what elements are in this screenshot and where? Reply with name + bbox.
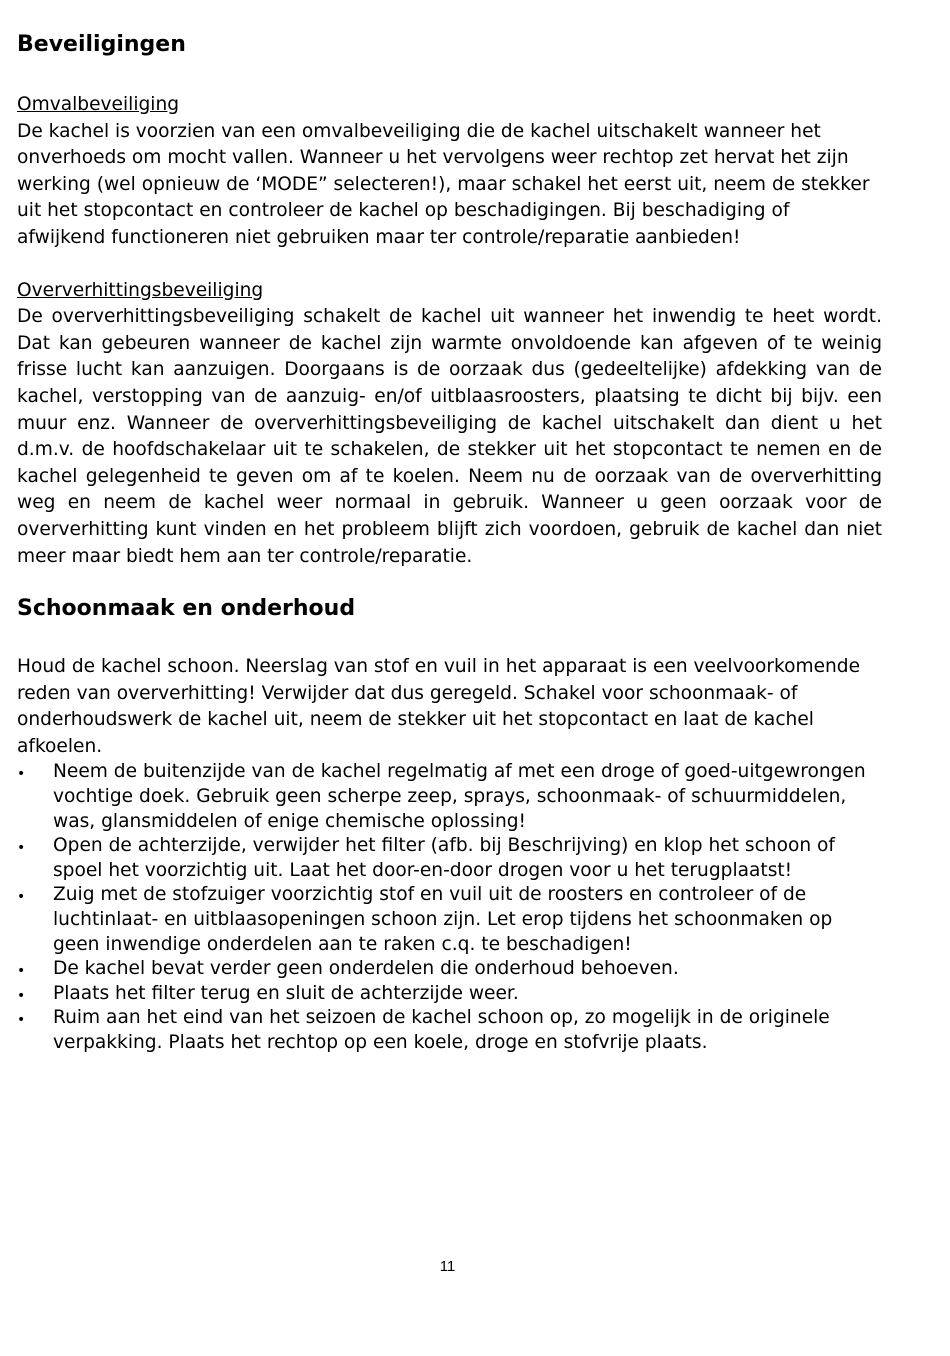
section-title-beveiligingen: Beveiligingen: [17, 32, 186, 57]
list-item-text: Plaats het filter terug en sluit de achterzijde weer.: [53, 982, 519, 1004]
bullet-icon: •: [17, 963, 26, 980]
page-number: 11: [439, 1258, 456, 1275]
list-item: [17, 982, 882, 1007]
subheading-omvalbeveiliging: Omvalbeveiliging: [17, 94, 180, 115]
bullet-icon: •: [17, 889, 26, 906]
document-page: [17, 28, 882, 1056]
paragraph-omvalbeveiliging: De kachel is voorzien van een omvalbeveiliging die de kachel uitschakelt wanneer het onverhoeds om mocht vallen. Wanneer u het vervolgens weer rechtop zet hervat het zijn werking (wel opnieuw de ‘MODE” selecteren!), maar schakel het eerst uit, neem de stekker uit het stopcontact en controleer de kachel op beschadigingen. Bij beschadiging of afwijkend functioneren niet gebruiken maar ter controle/reparatie aanbieden!: [17, 120, 870, 248]
list-item: [17, 883, 882, 957]
bullet-icon: •: [17, 766, 26, 783]
list-item-text: De kachel bevat verder geen onderdelen die onderhoud behoeven.: [53, 958, 679, 980]
paragraph-oververhittingsbeveiliging: De oververhittingsbeveiliging schakelt de kachel uit wanneer het inwendig te heet wordt. Dat kan gebeuren wanneer de kachel zijn warmte onvoldoende kan afgeven of te weinig frisse lucht kan aanzuigen. Doorgaans is de oorzaak dus (gedeeltelijke) afdekking van de kachel, verstopping van de aanzuig- en/of uitblaasroosters, plaatsing te dicht bij bijv. een muur enz. Wanneer de oververhittingsbeveiliging de kachel uitschakelt dan dient u het d.m.v. de hoofdschakelaar uit te schakelen, de stekker uit het stopcontact te nemen en de kachel gelegenheid te geven om af te koelen. Neem nu de oorzaak van de oververhitting weg en neem de kachel weer normaal in gebruik. Wanneer u geen oorzaak voor de oververhitting kunt vinden en het probleem blijft zich voordoen, gebruik de kachel dan niet meer maar biedt hem aan ter controle/reparatie.: [17, 306, 882, 567]
list-item-text: Zuig met de stofzuiger voorzichtig stof en vuil uit de roosters en controleer of de luchtinlaat- en uitblaasopeningen schoon zijn. Let erop tijdens het schoonmaken op geen inwendige onderdelen aan te raken c.q. te beschadigen!: [53, 884, 833, 955]
spacer: [17, 252, 882, 278]
bullet-icon: •: [17, 987, 26, 1004]
list-item: [17, 1006, 882, 1055]
list-item: [17, 957, 882, 982]
bullet-icon: •: [17, 1012, 26, 1029]
list-item-text: Ruim aan het eind van het seizoen de kachel schoon op, zo mogelijk in de originele verpakking. Plaats het rechtop op een koele, droge en stofvrije plaats.: [53, 1007, 830, 1053]
section-title-schoonmaak: Schoonmaak en onderhoud: [17, 596, 356, 622]
list-item-text: Open de achterzijde, verwijder het filter (afb. bij Beschrijving) en klop het schoon of spoel het voorzichtig uit. Laat het door-en-door drogen voor u het terugplaatst!: [53, 835, 835, 881]
list-item: [17, 834, 882, 883]
list-item: [17, 760, 882, 834]
list-item-text: Neem de buitenzijde van de kachel regelmatig af met een droge of goed-uitgewrongen vochtige doek. Gebruik geen scherpe zeep, sprays, schoonmaak- of schuurmiddelen, was, glansmiddelen of enige chemische oplossing!: [53, 761, 866, 832]
paragraph-schoonmaak-intro: Houd de kachel schoon. Neerslag van stof en vuil in het apparaat is een veelvoorkomende reden van oververhitting! Verwijder dat dus geregeld. Schakel voor schoonmaak- of onderhoudswerk de kachel uit, neem de stekker uit het stopcontact en laat de kachel afkoelen.: [17, 656, 861, 757]
subheading-oververhittingsbeveiliging: Oververhittingsbeveiliging: [17, 279, 264, 301]
maintenance-list: [17, 760, 882, 1055]
bullet-icon: •: [17, 840, 26, 857]
